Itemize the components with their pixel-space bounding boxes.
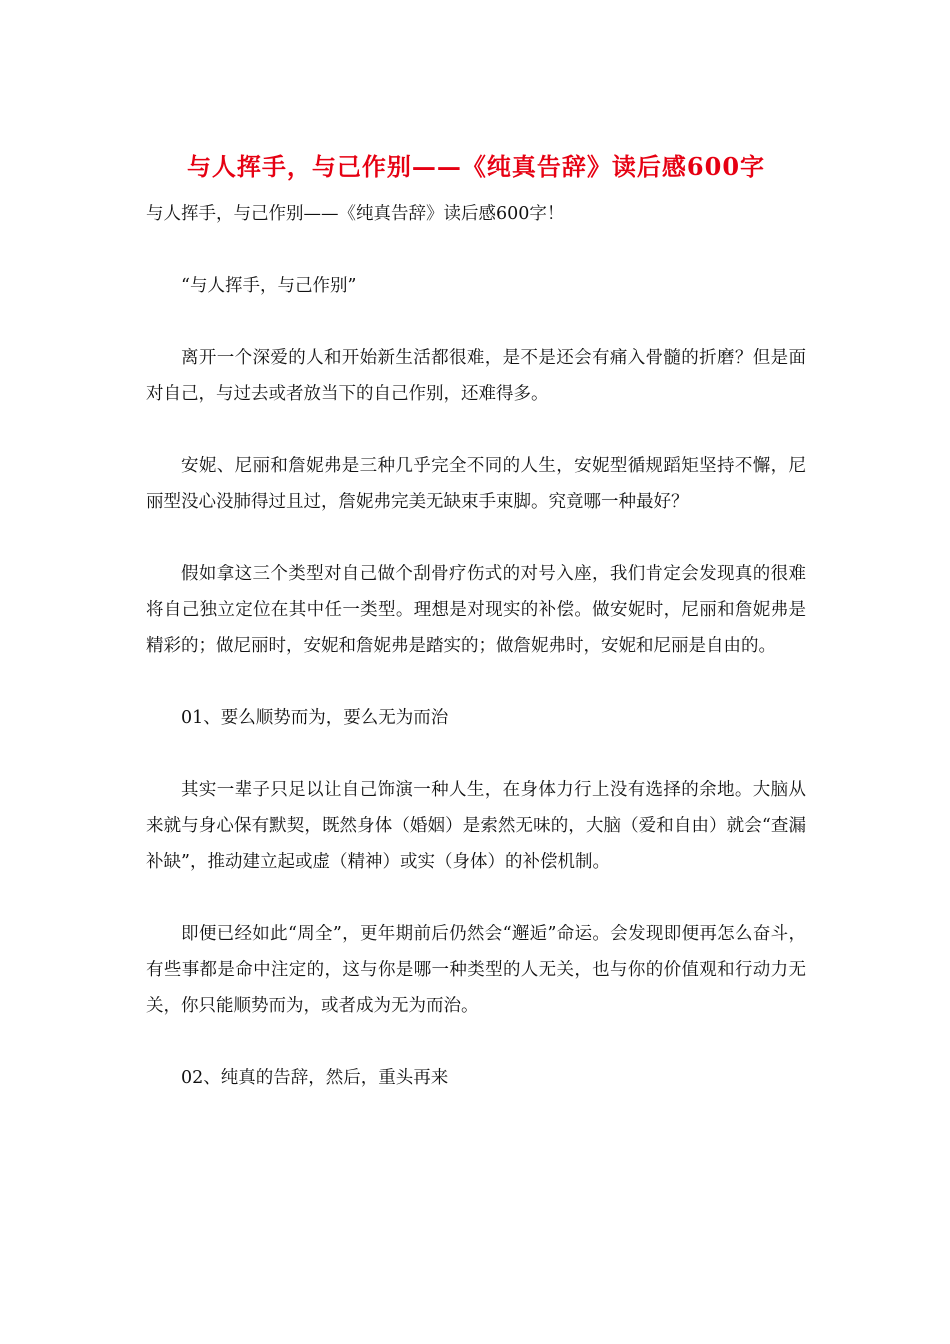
document-subtitle: 与人挥手，与己作别——《纯真告辞》读后感600字！ — [146, 204, 565, 224]
paragraph-2: 安妮、尼丽和詹妮弗是三种几乎完全不同的人生，安妮型循规蹈矩坚持不懈，尼丽型没心没肺得过且过，詹妮弗完美无缺束手束脚。究竟哪一种最好？ — [146, 456, 806, 512]
document-body — [146, 196, 806, 1096]
section-heading-01: 01、要么顺势而为，要么无为而治 — [181, 708, 449, 728]
quote-heading: “与人挥手，与己作别” — [181, 276, 357, 296]
paragraph-3: 假如拿这三个类型对自己做个刮骨疗伤式的对号入座，我们肯定会发现真的很难将自己独立定位在其中任一类型。理想是对现实的补偿。做安妮时，尼丽和詹妮弗是精彩的；做尼丽时，安妮和詹妮弗是踏实的；做詹妮弗时，安妮和尼丽是自由的。 — [146, 564, 806, 656]
paragraph-5: 即便已经如此“周全”，更年期前后仍然会“邂逅”命运。会发现即便再怎么奋斗，有些事都是命中注定的，这与你是哪一种类型的人无关，也与你的价值观和行动力无关，你只能顺势而为，或者成为无为而治。 — [146, 924, 806, 1016]
paragraph-1: 离开一个深爱的人和开始新生活都很难，是不是还会有痛入骨髓的折磨？但是面对自己，与过去或者放当下的自己作别，还难得多。 — [146, 348, 806, 404]
paragraph-4: 其实一辈子只足以让自己饰演一种人生，在身体力行上没有选择的余地。大脑从来就与身心保有默契，既然身体（婚姻）是索然无味的，大脑（爱和自由）就会“查漏补缺”，推动建立起或虚（精神）或实（身体）的补偿机制。 — [146, 780, 806, 872]
section-heading-02: 02、纯真的告辞，然后，重头再来 — [181, 1068, 449, 1088]
document-title: 与人挥手，与己作别——《纯真告辞》读后感600字 — [186, 152, 766, 181]
